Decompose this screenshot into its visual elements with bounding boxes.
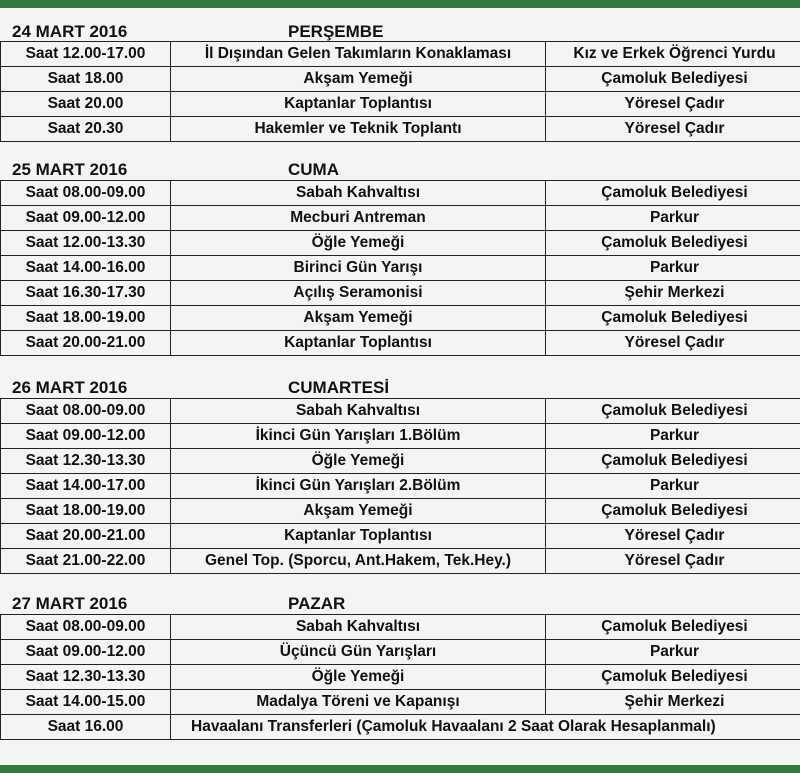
table-row xyxy=(1,206,800,231)
day-date: 27 MART 2016 xyxy=(12,594,128,613)
time-cell: Saat 09.00-12.00 xyxy=(1,424,171,449)
schedule-table xyxy=(0,398,800,574)
table-row xyxy=(1,690,800,715)
time-cell: Saat 20.00-21.00 xyxy=(1,331,171,356)
schedule-table xyxy=(0,614,800,740)
activity-cell: İkinci Gün Yarışları 2.Bölüm xyxy=(171,474,546,499)
table-row xyxy=(1,665,800,690)
time-cell: Saat 16.30-17.30 xyxy=(1,281,171,306)
activity-cell: Sabah Kahvaltısı xyxy=(171,615,546,640)
location-cell: Kız ve Erkek Öğrenci Yurdu xyxy=(546,42,800,67)
activity-cell: Mecburi Antreman xyxy=(171,206,546,231)
activity-cell: Kaptanlar Toplantısı xyxy=(171,524,546,549)
activity-cell: Madalya Töreni ve Kapanışı xyxy=(171,690,546,715)
time-cell: Saat 20.00-21.00 xyxy=(1,524,171,549)
table-row xyxy=(1,399,800,424)
time-cell: Saat 08.00-09.00 xyxy=(1,181,171,206)
time-cell: Saat 09.00-12.00 xyxy=(1,640,171,665)
time-cell: Saat 21.00-22.00 xyxy=(1,549,171,574)
day-date: 25 MART 2016 xyxy=(12,160,128,179)
time-cell: Saat 12.30-13.30 xyxy=(1,449,171,474)
time-cell: Saat 16.00 xyxy=(1,715,171,740)
activity-cell: Akşam Yemeği xyxy=(171,67,546,92)
day-name: PERŞEMBE xyxy=(288,22,384,41)
location-cell: Çamoluk Belediyesi xyxy=(546,306,800,331)
location-cell: Şehir Merkezi xyxy=(546,281,800,306)
table-row xyxy=(1,331,800,356)
table-row xyxy=(1,231,800,256)
activity-cell: Akşam Yemeği xyxy=(171,499,546,524)
location-cell: Yöresel Çadır xyxy=(546,331,800,356)
location-cell: Çamoluk Belediyesi xyxy=(546,399,800,424)
table-row xyxy=(1,640,800,665)
schedule-sheet xyxy=(0,8,800,765)
day-date: 26 MART 2016 xyxy=(12,378,128,397)
location-cell: Parkur xyxy=(546,206,800,231)
day-name: CUMA xyxy=(288,160,339,179)
table-row xyxy=(1,715,800,740)
location-cell: Çamoluk Belediyesi xyxy=(546,615,800,640)
table-row xyxy=(1,524,800,549)
table-row xyxy=(1,281,800,306)
activity-cell: Kaptanlar Toplantısı xyxy=(171,331,546,356)
location-cell: Parkur xyxy=(546,474,800,499)
schedule-table xyxy=(0,180,800,356)
activity-cell: Havaalanı Transferleri (Çamoluk Havaalanı 2 Saat Olarak Hesaplanmalı) xyxy=(171,715,800,740)
time-cell: Saat 18.00 xyxy=(1,67,171,92)
time-cell: Saat 12.30-13.30 xyxy=(1,665,171,690)
day-name: PAZAR xyxy=(288,594,346,613)
activity-cell: Sabah Kahvaltısı xyxy=(171,181,546,206)
schedule-table xyxy=(0,41,800,142)
location-cell: Çamoluk Belediyesi xyxy=(546,449,800,474)
time-cell: Saat 18.00-19.00 xyxy=(1,306,171,331)
table-row xyxy=(1,42,800,67)
activity-cell: Açılış Seramonisi xyxy=(171,281,546,306)
time-cell: Saat 18.00-19.00 xyxy=(1,499,171,524)
table-row xyxy=(1,181,800,206)
time-cell: Saat 12.00-17.00 xyxy=(1,42,171,67)
activity-cell: Genel Top. (Sporcu, Ant.Hakem, Tek.Hey.) xyxy=(171,549,546,574)
location-cell: Çamoluk Belediyesi xyxy=(546,67,800,92)
table-row xyxy=(1,306,800,331)
location-cell: Parkur xyxy=(546,424,800,449)
day-date: 24 MART 2016 xyxy=(12,22,128,41)
location-cell: Çamoluk Belediyesi xyxy=(546,665,800,690)
time-cell: Saat 14.00-15.00 xyxy=(1,690,171,715)
activity-cell: Sabah Kahvaltısı xyxy=(171,399,546,424)
location-cell: Çamoluk Belediyesi xyxy=(546,181,800,206)
time-cell: Saat 14.00-16.00 xyxy=(1,256,171,281)
table-row xyxy=(1,256,800,281)
time-cell: Saat 20.30 xyxy=(1,117,171,142)
day-name: CUMARTESİ xyxy=(288,378,390,397)
activity-cell: Kaptanlar Toplantısı xyxy=(171,92,546,117)
time-cell: Saat 14.00-17.00 xyxy=(1,474,171,499)
table-row xyxy=(1,92,800,117)
table-row xyxy=(1,67,800,92)
time-cell: Saat 08.00-09.00 xyxy=(1,399,171,424)
table-row xyxy=(1,117,800,142)
table-row xyxy=(1,549,800,574)
location-cell: Yöresel Çadır xyxy=(546,549,800,574)
activity-cell: Hakemler ve Teknik Toplantı xyxy=(171,117,546,142)
activity-cell: İkinci Gün Yarışları 1.Bölüm xyxy=(171,424,546,449)
location-cell: Çamoluk Belediyesi xyxy=(546,499,800,524)
table-row xyxy=(1,449,800,474)
activity-cell: Birinci Gün Yarışı xyxy=(171,256,546,281)
time-cell: Saat 12.00-13.30 xyxy=(1,231,171,256)
activity-cell: Öğle Yemeği xyxy=(171,665,546,690)
location-cell: Yöresel Çadır xyxy=(546,92,800,117)
activity-cell: İl Dışından Gelen Takımların Konaklaması xyxy=(171,42,546,67)
activity-cell: Üçüncü Gün Yarışları xyxy=(171,640,546,665)
location-cell: Çamoluk Belediyesi xyxy=(546,231,800,256)
table-row xyxy=(1,424,800,449)
location-cell: Parkur xyxy=(546,640,800,665)
location-cell: Parkur xyxy=(546,256,800,281)
time-cell: Saat 20.00 xyxy=(1,92,171,117)
time-cell: Saat 08.00-09.00 xyxy=(1,615,171,640)
table-row xyxy=(1,615,800,640)
location-cell: Yöresel Çadır xyxy=(546,117,800,142)
activity-cell: Öğle Yemeği xyxy=(171,449,546,474)
activity-cell: Akşam Yemeği xyxy=(171,306,546,331)
location-cell: Yöresel Çadır xyxy=(546,524,800,549)
table-row xyxy=(1,474,800,499)
location-cell: Şehir Merkezi xyxy=(546,690,800,715)
table-row xyxy=(1,499,800,524)
time-cell: Saat 09.00-12.00 xyxy=(1,206,171,231)
activity-cell: Öğle Yemeği xyxy=(171,231,546,256)
